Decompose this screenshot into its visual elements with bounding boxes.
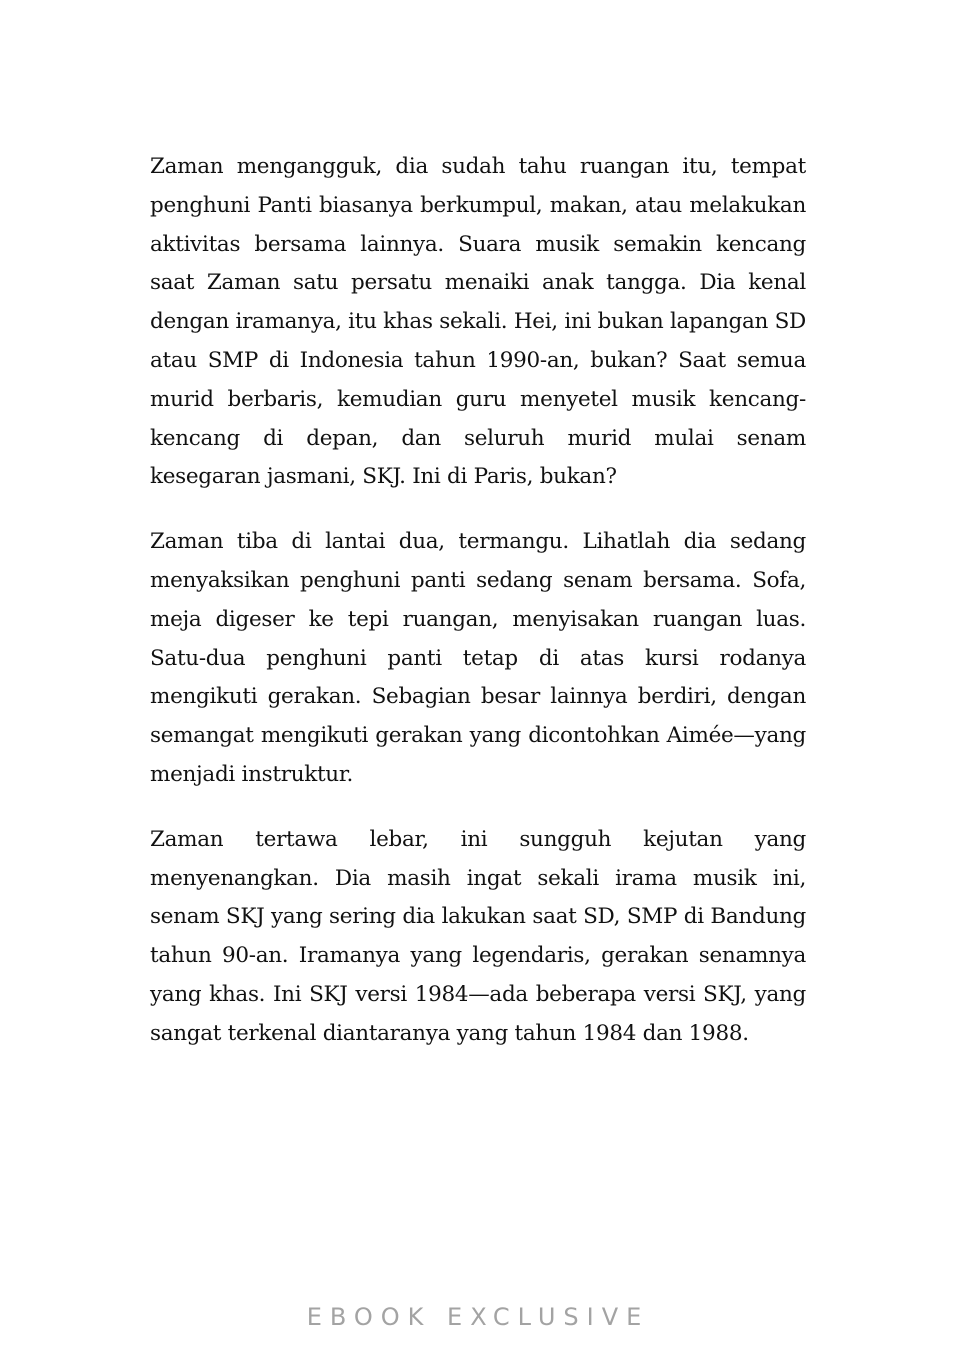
ebook-exclusive-footer: EBOOK EXCLUSIVE <box>306 1303 650 1331</box>
page-body <box>150 148 806 1080</box>
paragraph-1: Zaman mengangguk, dia sudah tahu ruangan itu, tempat penghuni Panti biasanya berkumpul, makan, atau melakukan aktivitas bersama lainnya. Suara musik semakin kencang saat Zaman satu persatu menaiki anak tangga. Dia kenal dengan iramanya, itu khas sekali. Hei, ini bukan lapangan SD atau SMP di Indonesia tahun 1990-an, bukan? Saat semua murid berbaris, kemudian guru menyetel musik kencang-kencang di depan, dan seluruh murid mulai senam kesegaran jasmani, SKJ. Ini di Paris, bukan? <box>150 154 806 490</box>
paragraph-2: Zaman tiba di lantai dua, termangu. Lihatlah dia sedang menyaksikan penghuni panti sedang senam bersama. Sofa, meja digeser ke tepi ruangan, menyisakan ruangan luas. Satu-dua penghuni panti tetap di atas kursi rodanya mengikuti gerakan. Sebagian besar lainnya berdiri, dengan semangat mengikuti gerakan yang dicontohkan Aimée—yang menjadi instruktur. <box>150 529 806 787</box>
paragraph-3: Zaman tertawa lebar, ini sungguh kejutan yang menyenangkan. Dia masih ingat sekali irama musik ini, senam SKJ yang sering dia lakukan saat SD, SMP di Bandung tahun 90-an. Iramanya yang legendaris, gerakan senamnya yang khas. Ini SKJ versi 1984—ada beberapa versi SKJ, yang sangat terkenal diantaranya yang tahun 1984 dan 1988. <box>150 826 806 1046</box>
